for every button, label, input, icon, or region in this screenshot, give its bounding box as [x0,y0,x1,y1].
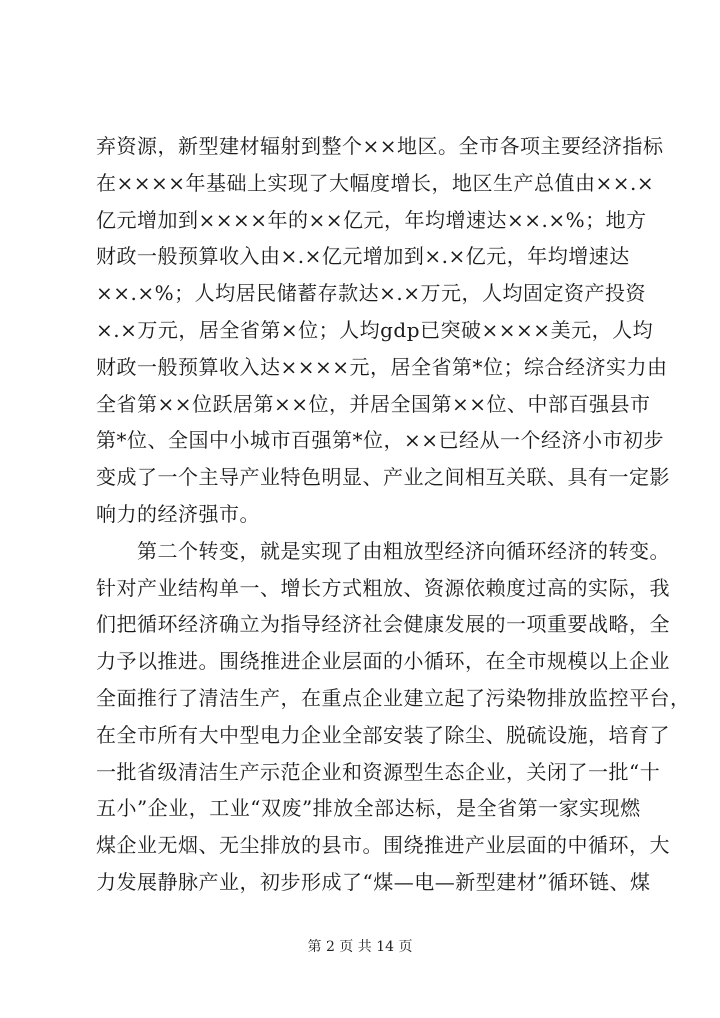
text-line: 全省第××位跃居第××位，并居全国第××位、中部百强县市 [96,391,651,416]
text-line: 响力的经济强市。 [96,501,260,526]
text-line: 们把循环经济确立为指导经济社会健康发展的一项重要战略，全 [96,612,670,637]
text-line: 亿元增加到××××年的××亿元，年均增速达××.×%；地方 [96,207,647,232]
text-line: 全面推行了清洁生产，在重点企业建立起了污染物排放监控平台， [96,685,691,710]
text-line: 财政一般预算收入达××××元，居全省第*位；综合经济实力由 [96,354,668,379]
text-line: 在××××年基础上实现了大幅度增长，地区生产总值由××.× [96,170,655,195]
text-line: 弃资源，新型建材辐射到整个××地区。全市各项主要经济指标 [96,134,664,158]
text-line: 变成了一个主导产业特色明显、产业之间相互关联、具有一定影 [96,465,670,490]
text-line: 煤企业无烟、无尘排放的县市。围绕推进产业层面的中循环，大 [96,833,670,858]
text-line: 针对产业结构单一、增长方式粗放、资源依赖度过高的实际，我 [96,575,670,600]
page-number: 第 2 页 共 14 页 [307,939,413,955]
text-line: ××.×%；人均居民储蓄存款达×.×万元，人均固定资产投资 [96,281,647,306]
text-line: 财政一般预算收入由×.×亿元增加到×.×亿元，年均增速达 [96,244,630,269]
text-line: 五小”企业，工业“双废”排放全部达标，是全省第一家实现燃 [96,796,641,821]
body-text [96,128,691,901]
text-line: 第*位、全国中小城市百强第*位，××已经从一个经济小市初步 [96,428,665,453]
text-line: 一批省级清洁生产示范企业和资源型生态企业，关闭了一批“十 [96,759,661,784]
text-line: 在全市所有大中型电力企业全部安装了除尘、脱硫设施，培育了 [96,722,670,747]
text-line: 力发展静脉产业，初步形成了“煤—电—新型建材”循环链、煤 [96,869,651,894]
text-line: ×.×万元，居全省第×位；人均gdp已突破××××美元，人均 [96,317,654,342]
text-line: 力予以推进。围绕推进企业层面的小循环，在全市规模以上企业 [96,649,670,674]
text-line: 第二个转变，就是实现了由粗放型经济向循环经济的转变。 [96,538,670,563]
